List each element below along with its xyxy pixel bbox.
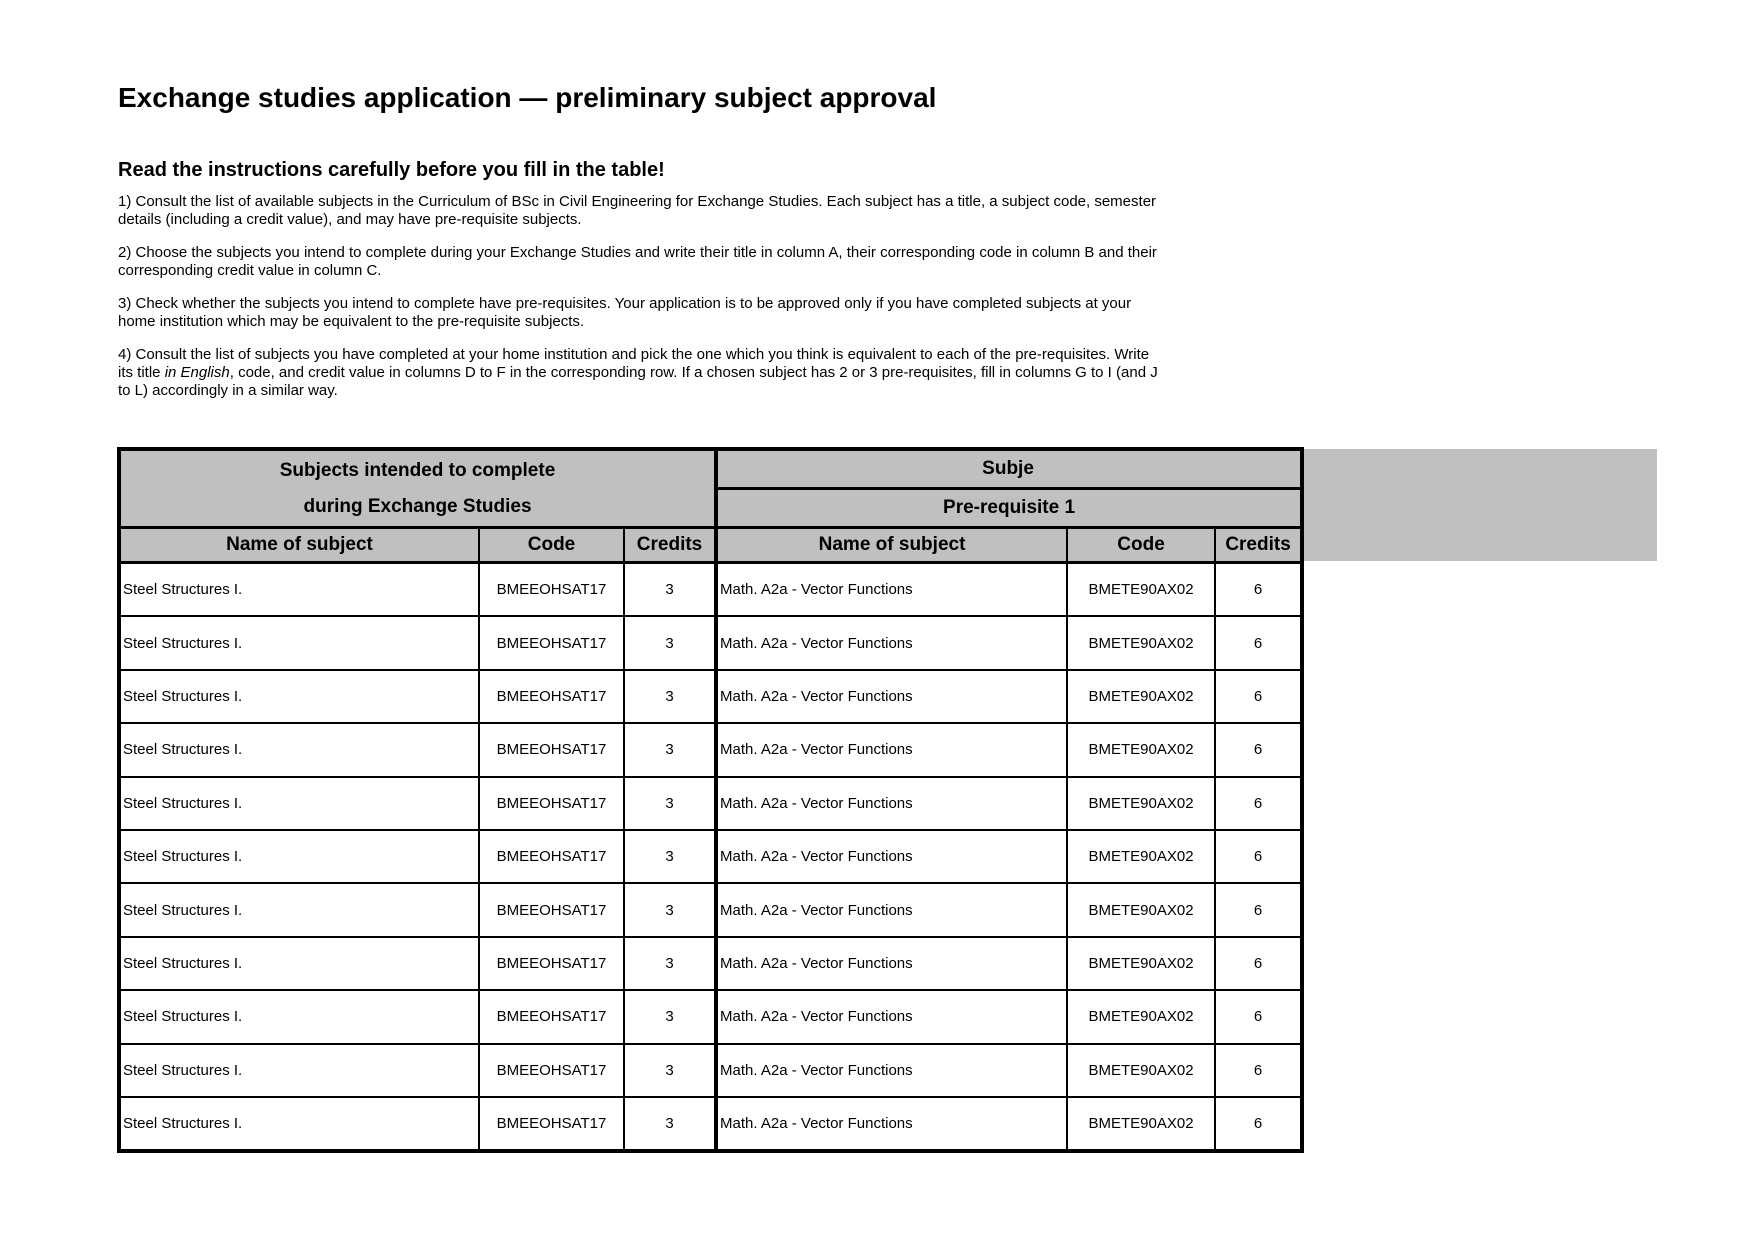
cell-subject-code: BMEEOHSAT17 — [479, 990, 624, 1043]
page-title: Exchange studies application — preliminary subject approval — [118, 82, 937, 113]
instruction-3: 3) Check whether the subjects you intend to complete have pre-requisites. Your application is to be approved only if you have completed subjects at your home institution which may be equivalent to the pre-requisite subjects. — [118, 295, 1132, 330]
cell-prereq-credits: 6 — [1215, 830, 1302, 883]
cell-prereq-code: BMETE90AX02 — [1067, 723, 1215, 776]
cell-subject-credits: 3 — [624, 563, 716, 617]
column-header-subject-code: Code — [479, 528, 624, 563]
cell-prereq-name: Math. A2a - Vector Functions — [716, 723, 1067, 776]
cell-subject-code: BMEEOHSAT17 — [479, 1097, 624, 1151]
cell-prereq-name: Math. A2a - Vector Functions — [716, 883, 1067, 936]
cell-subject-code: BMEEOHSAT17 — [479, 830, 624, 883]
cell-subject-code: BMEEOHSAT17 — [479, 723, 624, 776]
column-header-subject-credits: Credits — [624, 528, 716, 563]
table-row — [119, 937, 1302, 990]
header-group-home-institution-clipped: Subje — [716, 449, 1302, 489]
cell-subject-name: Steel Structures I. — [119, 937, 479, 990]
instruction-1: 1) Consult the list of available subjects in the Curriculum of BSc in Civil Engineering for Exchange Studies. Each subject has a title, a subject code, semester details (including a credit value), and may have pre-requisite subjects. — [118, 193, 1157, 228]
header-group-prerequisite-1: Pre-requisite 1 — [716, 489, 1302, 528]
table-row — [119, 990, 1302, 1043]
cell-prereq-credits: 6 — [1215, 937, 1302, 990]
instruction-2: 2) Choose the subjects you intend to complete during your Exchange Studies and write their title in column A, their corresponding code in column B and their corresponding credit value in column C. — [118, 244, 1157, 279]
cell-prereq-credits: 6 — [1215, 563, 1302, 617]
cell-prereq-code: BMETE90AX02 — [1067, 1097, 1215, 1151]
cell-subject-credits: 3 — [624, 883, 716, 936]
cell-prereq-code: BMETE90AX02 — [1067, 777, 1215, 830]
cell-subject-name: Steel Structures I. — [119, 777, 479, 830]
table-row — [119, 777, 1302, 830]
cell-subject-code: BMEEOHSAT17 — [479, 777, 624, 830]
instruction-4-post: , code, and credit value in columns D to F in the corresponding row. If a chosen subject has 2 or 3 pre-requisites, fill in columns G to I (and J to L) accordingly in a similar way. — [118, 364, 1158, 399]
cell-subject-credits: 3 — [624, 723, 716, 776]
cell-prereq-name: Math. A2a - Vector Functions — [716, 616, 1067, 669]
cell-subject-credits: 3 — [624, 830, 716, 883]
cell-subject-name: Steel Structures I. — [119, 990, 479, 1043]
cell-prereq-credits: 6 — [1215, 670, 1302, 723]
cell-prereq-name: Math. A2a - Vector Functions — [716, 990, 1067, 1043]
cell-subject-name: Steel Structures I. — [119, 1044, 479, 1097]
cell-prereq-credits: 6 — [1215, 777, 1302, 830]
cell-subject-name: Steel Structures I. — [119, 1097, 479, 1151]
cell-subject-name: Steel Structures I. — [119, 563, 479, 617]
table-row — [119, 883, 1302, 936]
cell-prereq-name: Math. A2a - Vector Functions — [716, 937, 1067, 990]
table-body — [119, 563, 1302, 1152]
cell-subject-name: Steel Structures I. — [119, 723, 479, 776]
cell-subject-code: BMEEOHSAT17 — [479, 937, 624, 990]
cell-prereq-name: Math. A2a - Vector Functions — [716, 1044, 1067, 1097]
subjects-table — [117, 447, 1304, 1153]
table-row — [119, 723, 1302, 776]
table-row — [119, 1097, 1302, 1151]
cell-prereq-code: BMETE90AX02 — [1067, 990, 1215, 1043]
table-row — [119, 563, 1302, 617]
cell-prereq-credits: 6 — [1215, 883, 1302, 936]
cell-prereq-code: BMETE90AX02 — [1067, 563, 1215, 617]
cell-prereq-credits: 6 — [1215, 990, 1302, 1043]
table-row — [119, 1044, 1302, 1097]
header-group-exchange-studies — [119, 449, 716, 528]
cell-subject-credits: 3 — [624, 990, 716, 1043]
cell-prereq-name: Math. A2a - Vector Functions — [716, 830, 1067, 883]
instruction-4-pre: 4) Consult the list of subjects you have completed at your home institution and pick the one which you think is equivalent to each of the pre-requisites. Write its title — [118, 346, 1150, 381]
cell-subject-code: BMEEOHSAT17 — [479, 563, 624, 617]
table-row — [119, 830, 1302, 883]
column-header-prereq-credits: Credits — [1215, 528, 1302, 563]
cell-subject-code: BMEEOHSAT17 — [479, 883, 624, 936]
cell-prereq-code: BMETE90AX02 — [1067, 883, 1215, 936]
cell-prereq-name: Math. A2a - Vector Functions — [716, 1097, 1067, 1151]
cell-prereq-credits: 6 — [1215, 1044, 1302, 1097]
cell-prereq-code: BMETE90AX02 — [1067, 616, 1215, 669]
table-row — [119, 670, 1302, 723]
cell-prereq-name: Math. A2a - Vector Functions — [716, 777, 1067, 830]
cell-prereq-code: BMETE90AX02 — [1067, 1044, 1215, 1097]
cell-subject-name: Steel Structures I. — [119, 670, 479, 723]
cell-subject-code: BMEEOHSAT17 — [479, 1044, 624, 1097]
cell-prereq-code: BMETE90AX02 — [1067, 937, 1215, 990]
cell-subject-credits: 3 — [624, 777, 716, 830]
cell-subject-credits: 3 — [624, 937, 716, 990]
cell-subject-credits: 3 — [624, 1097, 716, 1151]
instruction-4-italic: in English — [164, 364, 230, 381]
cell-prereq-name: Math. A2a - Vector Functions — [716, 670, 1067, 723]
cell-prereq-credits: 6 — [1215, 723, 1302, 776]
cell-prereq-credits: 6 — [1215, 1097, 1302, 1151]
cell-prereq-code: BMETE90AX02 — [1067, 670, 1215, 723]
cell-prereq-credits: 6 — [1215, 616, 1302, 669]
cell-subject-credits: 3 — [624, 616, 716, 669]
instructions-heading: Read the instructions carefully before you fill in the table! — [118, 159, 665, 181]
header-group-exchange-line2: during Exchange Studies — [303, 495, 532, 517]
instructions-block — [118, 193, 1166, 415]
header-group-exchange-line1: Subjects intended to complete — [279, 459, 556, 481]
cell-subject-credits: 3 — [624, 670, 716, 723]
cell-subject-code: BMEEOHSAT17 — [479, 616, 624, 669]
table-row — [119, 616, 1302, 669]
cell-subject-name: Steel Structures I. — [119, 616, 479, 669]
instruction-4 — [118, 346, 1166, 400]
cell-prereq-name: Math. A2a - Vector Functions — [716, 563, 1067, 617]
cell-subject-credits: 3 — [624, 1044, 716, 1097]
table-header-overflow-band — [1297, 449, 1657, 561]
column-header-subject-name: Name of subject — [119, 528, 479, 563]
table-header — [119, 449, 1302, 563]
cell-prereq-code: BMETE90AX02 — [1067, 830, 1215, 883]
column-header-prereq-code: Code — [1067, 528, 1215, 563]
cell-subject-code: BMEEOHSAT17 — [479, 670, 624, 723]
cell-subject-name: Steel Structures I. — [119, 883, 479, 936]
column-header-prereq-name: Name of subject — [716, 528, 1067, 563]
cell-subject-name: Steel Structures I. — [119, 830, 479, 883]
